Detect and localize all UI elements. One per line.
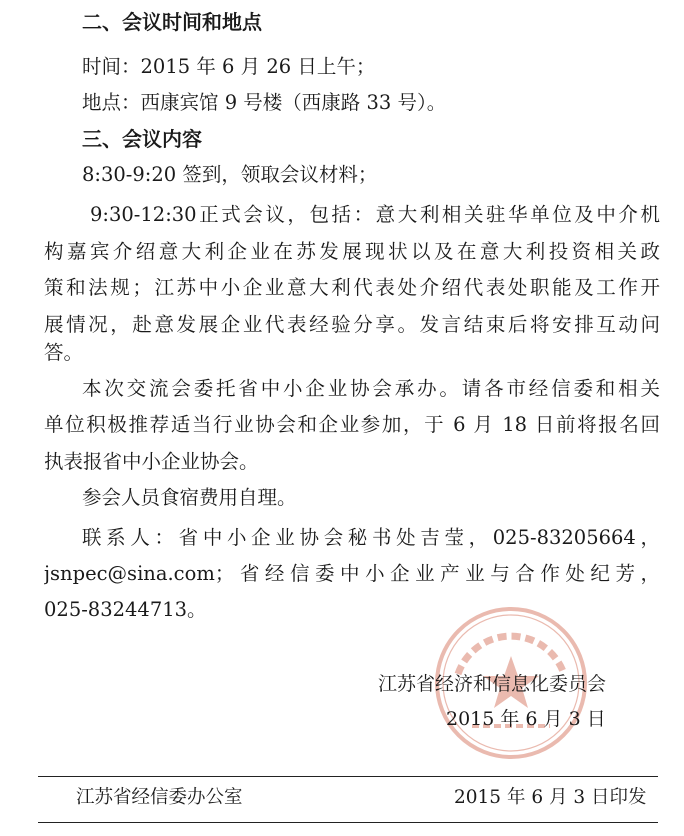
footer-top-rule bbox=[38, 776, 658, 777]
footer-issuing-office: 江苏省经信委办公室 bbox=[76, 787, 243, 808]
contact-line-2: jsnpec@sina.com；省经信委中小企业产业与合作处纪芳， bbox=[44, 562, 660, 585]
section-3-heading: 三、会议内容 bbox=[82, 127, 202, 151]
commission-paragraph-line-2: 单位积极推荐适当行业协会和企业参加，于 6 月 18 日前将报名回 bbox=[44, 413, 660, 436]
agenda-item-meeting-line-4: 展情况，赴意发展企业代表经验分享。发言结束后将安排互动问 bbox=[44, 313, 660, 336]
agenda-item-meeting-line-3: 策和法规；江苏中小企业意大利代表处介绍代表处职能及工作开 bbox=[44, 276, 660, 299]
section-2-heading: 二、会议时间和地点 bbox=[82, 10, 262, 34]
footer-bottom-rule bbox=[38, 822, 658, 823]
expense-paragraph: 参会人员食宿费用自理。 bbox=[82, 486, 297, 509]
meeting-time: 时间：2015 年 6 月 26 日上午； bbox=[82, 55, 376, 78]
commission-paragraph-line-3: 执表报省中小企业协会。 bbox=[44, 450, 259, 473]
agenda-item-meeting-line-2: 构嘉宾介绍意大利企业在苏发展现状以及在意大利投资相关政 bbox=[44, 240, 660, 263]
contact-line-3: 025-83244713。 bbox=[44, 598, 207, 621]
signature-date: 2015 年 6 月 3 日 bbox=[446, 708, 606, 730]
agenda-item-signin: 8:30-9:20 签到，领取会议材料； bbox=[82, 163, 378, 186]
contact-line-1: 联系人：省中小企业协会秘书处吉莹，025-83205664， bbox=[82, 526, 660, 549]
agenda-item-meeting-line-5: 答。 bbox=[44, 341, 84, 364]
signature-organization: 江苏省经济和信息化委员会 bbox=[378, 673, 607, 695]
agenda-item-meeting-line-1: 9:30-12:30正式会议，包括：意大利相关驻华单位及中介机 bbox=[90, 203, 660, 226]
footer-print-date: 2015 年 6 月 3 日印发 bbox=[454, 787, 647, 808]
commission-paragraph-line-1: 本次交流会委托省中小企业协会承办。请各市经信委和相关 bbox=[82, 377, 660, 400]
meeting-place: 地点：西康宾馆 9 号楼（西康路 33 号）。 bbox=[82, 91, 447, 114]
